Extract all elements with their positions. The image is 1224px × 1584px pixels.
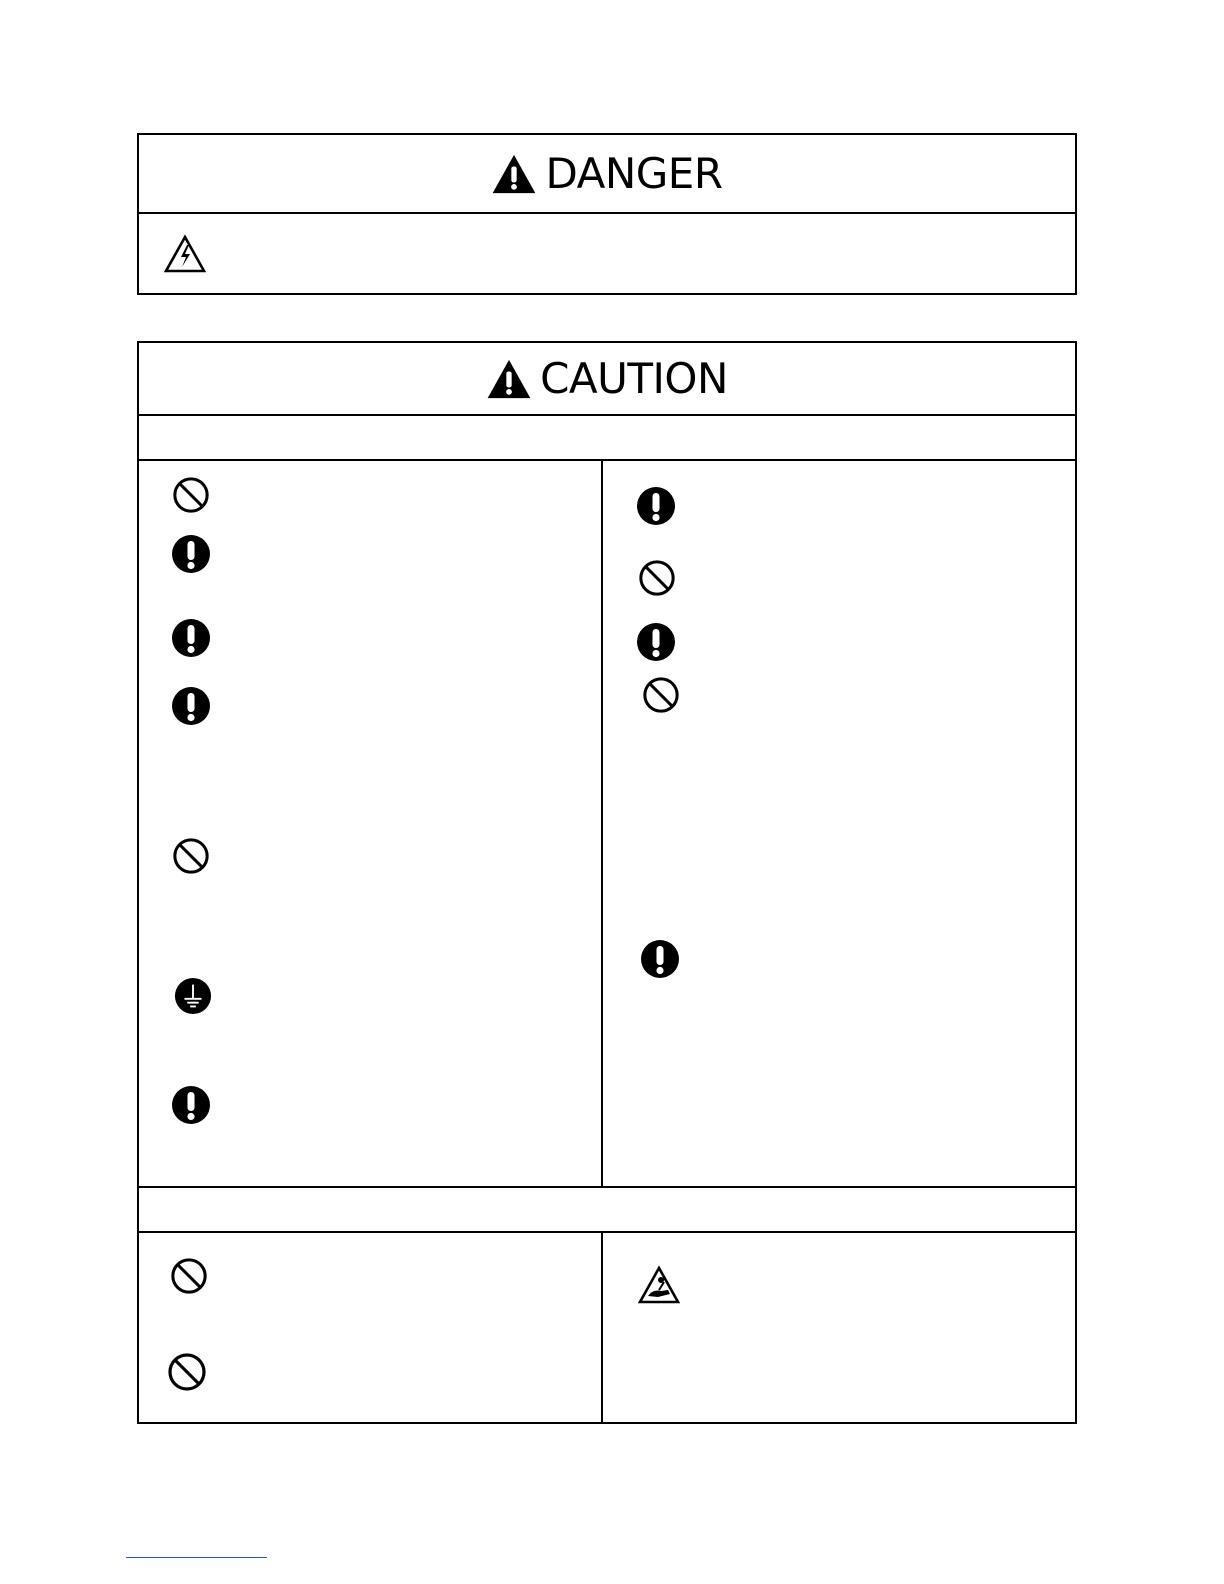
- footnote-rule: [126, 1557, 267, 1558]
- danger-box: [137, 133, 1077, 295]
- prohibition-icon: [170, 1257, 208, 1295]
- prohibition-icon: [172, 837, 210, 875]
- prohibition-icon: [638, 559, 676, 597]
- mandatory-action-icon: [636, 622, 676, 662]
- mandatory-action-icon: [171, 534, 211, 574]
- prohibition-icon: [172, 476, 210, 514]
- caution-title: CAUTION: [540, 354, 728, 403]
- danger-title: DANGER: [545, 149, 723, 198]
- caution-header: [139, 343, 1075, 416]
- mandatory-action-icon: [171, 686, 211, 726]
- mandatory-action-icon: [171, 618, 211, 658]
- section2-column-divider: [601, 1231, 603, 1424]
- prohibition-icon: [642, 676, 680, 714]
- section1-column-divider: [601, 459, 603, 1188]
- mandatory-action-icon: [640, 939, 680, 979]
- caution-box: [137, 341, 1077, 1424]
- prohibition-icon: [167, 1352, 207, 1392]
- danger-header: [139, 135, 1075, 214]
- hand-injury-warning-icon: [637, 1265, 681, 1305]
- warning-triangle-icon: [486, 359, 532, 399]
- caution-section2-heading: [139, 1186, 1075, 1233]
- mandatory-action-icon: [171, 1085, 211, 1125]
- ground-icon: [174, 977, 212, 1015]
- electric-shock-icon: [163, 234, 207, 274]
- mandatory-action-icon: [636, 486, 676, 526]
- caution-section1-heading: [139, 414, 1075, 461]
- warning-triangle-icon: [491, 154, 537, 194]
